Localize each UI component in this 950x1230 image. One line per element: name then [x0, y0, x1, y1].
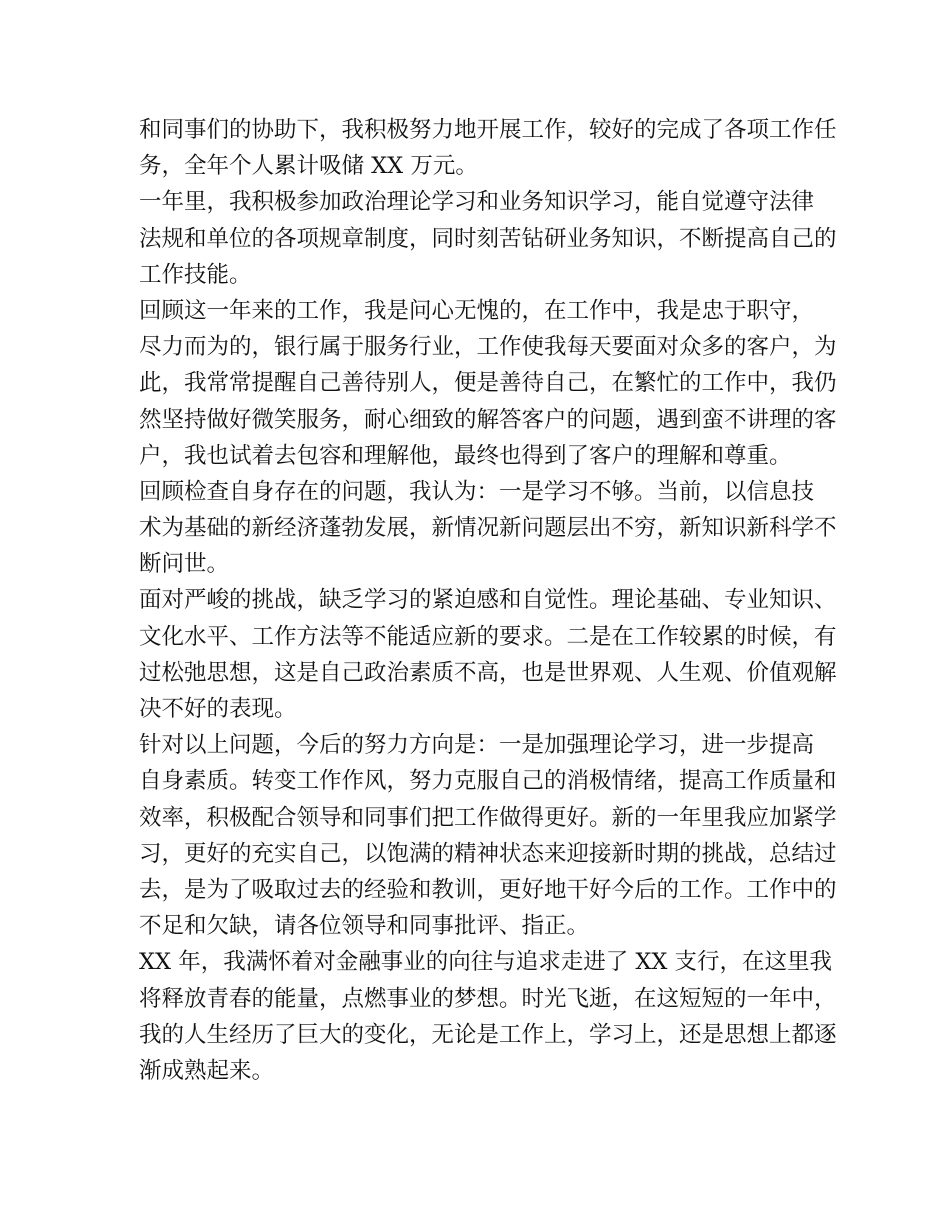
text-line: 渐成熟起来。: [139, 1057, 275, 1084]
text-line: 务，全年个人累计吸储 XX 万元。: [139, 153, 478, 180]
text-line: 术为基础的新经济蓬勃发展，新情况新问题层出不穷，新知识新科学不: [139, 515, 837, 542]
text-line: 面对严峻的挑战，缺乏学习的紧迫感和自觉性。理论基础、专业知识、: [139, 587, 837, 614]
text-line: 尽力而为的，银行属于服务行业，工作使我每天要面对众多的客户，为: [139, 334, 837, 361]
text-line: 回顾这一年来的工作，我是问心无愧的，在工作中，我是忠于职守，: [139, 297, 815, 324]
text-line: XX 年，我满怀着对金融事业的向往与追求走进了 XX 支行，在这里我: [139, 949, 833, 976]
text-line: 将释放青春的能量，点燃事业的梦想。时光飞逝，在这短短的一年中，: [139, 985, 837, 1012]
text-line: 法规和单位的各项规章制度，同时刻苦钻研业务知识，不断提高自己的: [139, 225, 837, 252]
text-line: 户，我也试着去包容和理解他，最终也得到了客户的理解和尊重。: [139, 442, 792, 469]
text-line: 和同事们的协助下，我积极努力地开展工作，较好的完成了各项工作任: [139, 117, 837, 143]
text-line: 断问世。: [139, 551, 230, 578]
text-line: 针对以上问题，今后的努力方向是：一是加强理论学习，进一步提高: [139, 732, 815, 759]
text-line: 习，更好的充实自己，以饱满的精神状态来迎接新时期的挑战，总结过: [139, 840, 837, 867]
text-line: 过松弛思想，这是自己政治素质不高，也是世界观、人生观、价值观解: [139, 659, 837, 686]
text-line: 回顾检查自身存在的问题，我认为：一是学习不够。当前，以信息技: [139, 478, 815, 505]
text-line: 工作技能。: [139, 261, 252, 288]
text-line: 不足和欠缺，请各位领导和同事批评、指正。: [139, 913, 590, 940]
text-line: 去，是为了吸取过去的经验和教训，更好地干好今后的工作。工作中的: [139, 876, 837, 903]
document-body: [139, 112, 837, 1089]
text-line: 此，我常常提醒自己善待别人，便是善待自己，在繁忙的工作中，我仍: [139, 370, 837, 397]
text-line: 然坚持做好微笑服务，耐心细致的解答客户的问题，遇到蛮不讲理的客: [139, 406, 837, 433]
text-line: 一年里，我积极参加政治理论学习和业务知识学习，能自觉遵守法律: [139, 189, 815, 216]
text-line: 文化水平、工作方法等不能适应新的要求。二是在工作较累的时候，有: [139, 623, 837, 650]
text-line: 自身素质。转变工作作风，努力克服自己的消极情绪，提高工作质量和: [139, 768, 837, 795]
text-line: 我的人生经历了巨大的变化，无论是工作上，学习上，还是思想上都逐: [139, 1021, 837, 1048]
text-line: 决不好的表现。: [139, 696, 297, 722]
text-line: 效率，积极配合领导和同事们把工作做得更好。新的一年里我应加紧学: [139, 804, 837, 831]
